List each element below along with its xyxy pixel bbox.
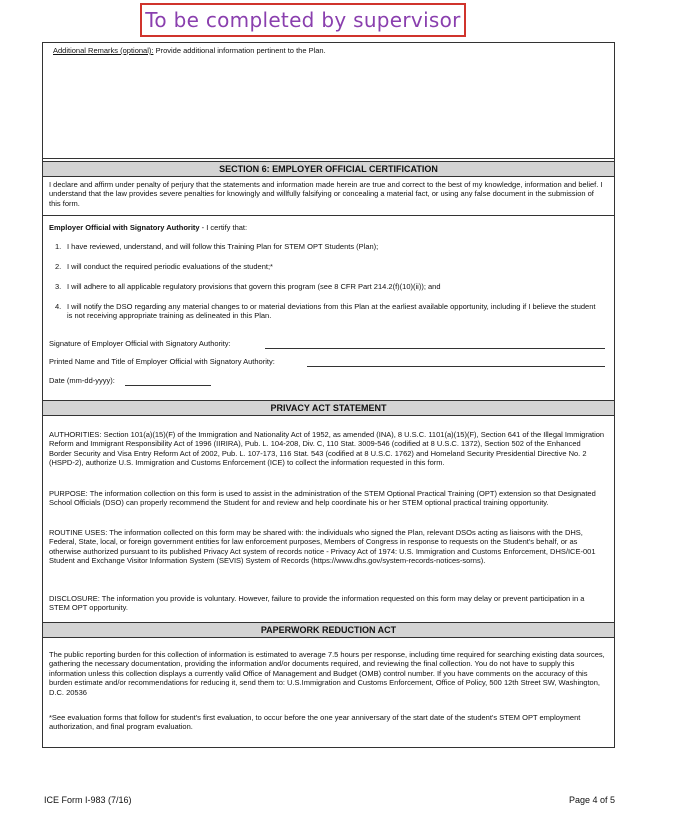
cert-item-num: 2. <box>55 262 62 271</box>
cert-item-num: 3. <box>55 282 62 291</box>
printed-name-field[interactable] <box>307 366 605 367</box>
form-id: ICE Form I-983 (7/16) <box>44 795 132 805</box>
privacy-heading: PRIVACY ACT STATEMENT <box>43 400 614 416</box>
cert-item-num: 1. <box>55 242 62 251</box>
privacy-routine-uses: ROUTINE USES: The information collected on this form may be shared with: the individuals who signed the Plan, relevant DSOs acting as liaisons with the DHS, Federal, State, local, or foreign government entities for law enforcement purposes, Members of Congress in response to requests on the Student's behalf, or as otherwise authorized pursuant to its published Privacy Act system of records notice - Privacy Act of 1974: U.S. Immigration and Customs Enforcement, DHS/ICE-001 Student and Exchange Visitor Information System (SEVIS) System of Records (https://www.dhs.gov/system-records-notices-sorns). <box>49 528 596 566</box>
remarks-label: Additional Remarks (optional): <box>53 46 154 55</box>
page-number: Page 4 of 5 <box>568 795 615 805</box>
printed-name-row <box>49 357 605 367</box>
authority-label: Employer Official with Signatory Authority <box>49 223 200 232</box>
authority-statement <box>49 223 605 232</box>
authority-text: - I certify that: <box>199 223 248 232</box>
printed-name-label: Printed Name and Title of Employer Official with Signatory Authority: <box>49 357 275 366</box>
cert-item <box>55 262 603 271</box>
additional-remarks-field[interactable] <box>43 43 614 159</box>
paperwork-footnote: *See evaluation forms that follow for student's first evaluation, to occur before the one year anniversary of the start date of the student's STEM OPT employment authorization, and final program evaluation. <box>49 713 581 732</box>
cert-item <box>55 302 603 321</box>
cert-item-num: 4. <box>55 302 62 311</box>
cert-item-text: I have reviewed, understand, and will follow this Training Plan for STEM OPT Students (Plan); <box>67 242 379 251</box>
date-row <box>49 376 605 386</box>
cert-item-text: I will conduct the required periodic evaluations of the student;* <box>67 262 273 271</box>
privacy-authorities: AUTHORITIES: Section 101(a)(15)(F) of the Immigration and Nationality Act of 1952, as amended (INA), 8 U.S.C. 1101(a)(15)(F), Section 641 of the Illegal Immigration Reform and Immigrant Responsibility Act of 1996 (IIRIRA), Pub. L. 104-208, Div. C, 110 Stat. 3009-546 (codified at 8 U.S.C. 1372), Section 502 of the Enhanced Border Security and Visa Entry Reform Act of 2002, Pub. L. 107-173, 116 Stat. 543 (codified at 8 U.S.C. 1762) and Homeland Security Presidential Directive No. 2 (HSPD-2), authorize U.S. Immigration and Customs Enforcement (ICE) to collect the information requested in this form. <box>49 430 605 468</box>
date-label: Date (mm-dd-yyyy): <box>49 376 115 385</box>
cert-item-text: I will adhere to all applicable regulatory provisions that govern this program (see 8 CFR Part 214.2(f)(10)(ii)); and <box>67 282 441 291</box>
signature-label: Signature of Employer Official with Signatory Authority: <box>49 339 231 348</box>
section6-heading: SECTION 6: EMPLOYER OFFICIAL CERTIFICATION <box>43 161 614 177</box>
cert-item <box>55 282 603 291</box>
paperwork-heading: PAPERWORK REDUCTION ACT <box>43 622 614 638</box>
signature-row <box>49 339 605 349</box>
divider <box>43 215 614 216</box>
date-field[interactable] <box>125 385 211 386</box>
remarks-instruction: Provide additional information pertinent to the Plan. <box>155 46 326 55</box>
privacy-purpose: PURPOSE: The information collection on this form is used to assist in the administration of the STEM Optional Practical Training (OPT) extension so that Designated School Officials (DSO) can properly recommend the Student for and review and help coordinate his or her STEM optional practical training opportunity. <box>49 489 596 508</box>
privacy-disclosure: DISCLOSURE: The information you provide is voluntary. However, failure to provide the information requested on this form may delay or prevent participation in a STEM OPT opportunity. <box>49 594 585 613</box>
supervisor-banner: To be completed by supervisor <box>140 3 466 37</box>
section6-declaration: I declare and affirm under penalty of perjury that the statements and information made herein are true and correct to the best of my knowledge, information and belief. I understand that the law provides severe penalties for knowingly and willfully falsifying or concealing a material fact, or using any false document in the submission of this form. <box>49 180 603 208</box>
cert-item-text: I will notify the DSO regarding any material changes to or material deviations from this Plan at the earliest available opportunity, including if I believe the student is not receiving appropriate training as delineated in this Plan. <box>67 302 596 321</box>
form-frame <box>42 42 615 748</box>
paperwork-burden: The public reporting burden for this collection of information is estimated to average 7.5 hours per response, including time required for searching existing data sources, gathering the necessary documentation, providing the information and/or documents required, and reviewing the final collection. You do not have to supply this information unless this collection displays a currently valid Office of Management and Budget (OMB) control number. If you have comments on the accuracy of this burden estimate and/or recommendations for reducing it, send them to: U.S.Immigration and Customs Enforcement, Office of Policy, 500 12th Street SW, Washington, D.C. 20536 <box>49 650 605 697</box>
cert-item <box>55 242 603 251</box>
signature-field[interactable] <box>265 348 605 349</box>
